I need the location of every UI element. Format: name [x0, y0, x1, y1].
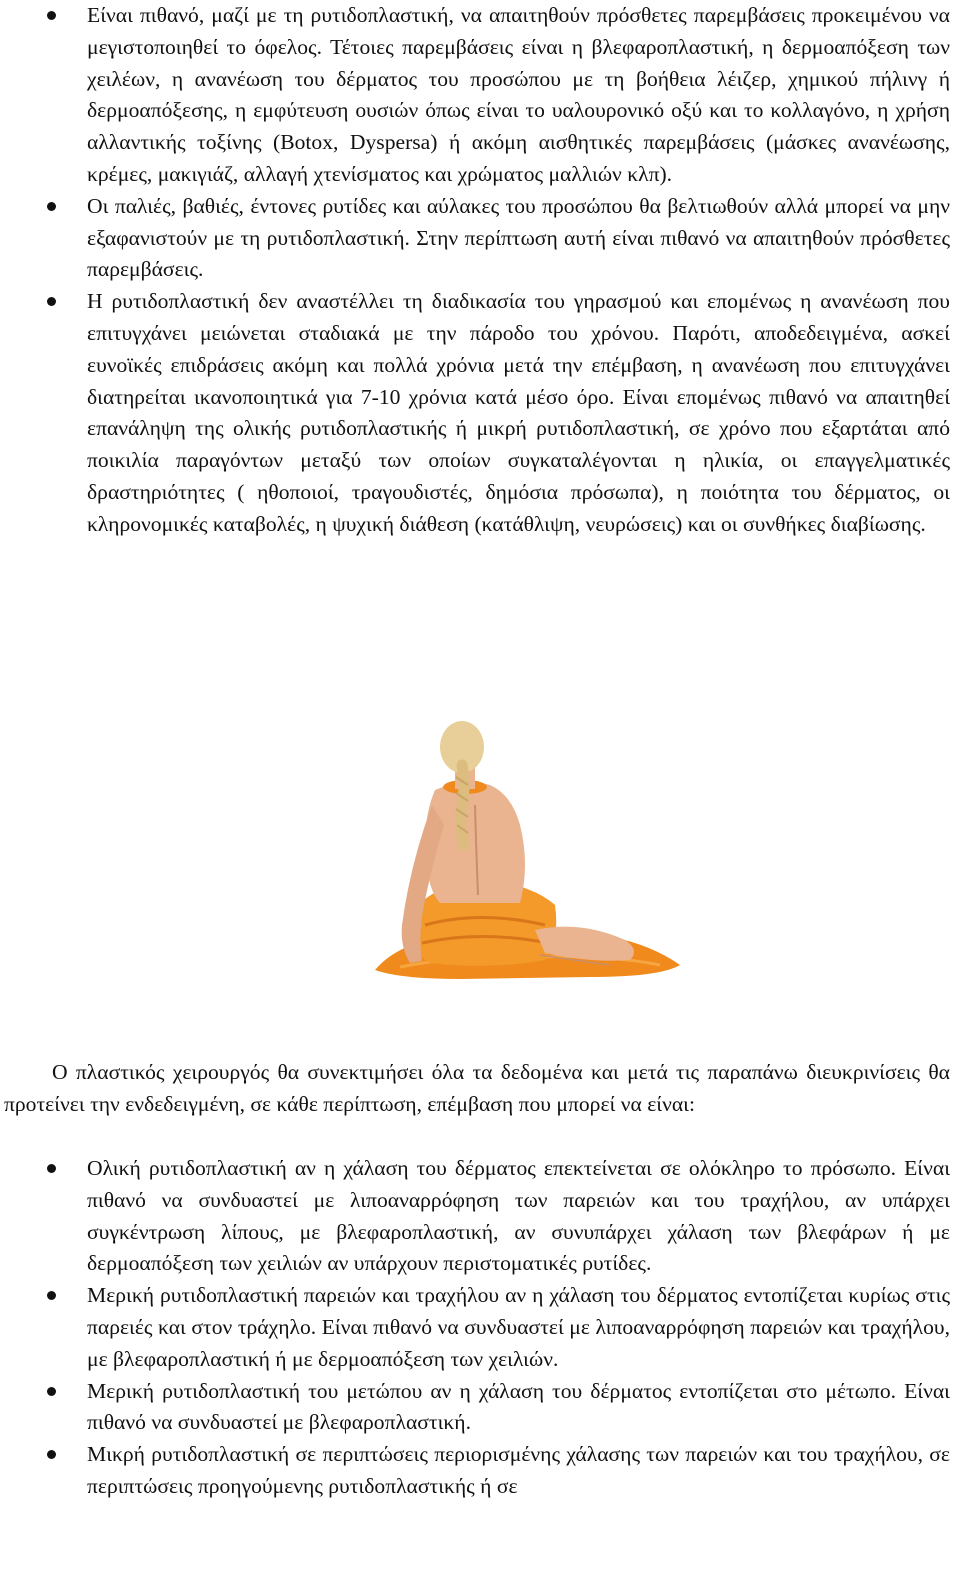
- list-item-text: Ολική ρυτιδοπλαστική αν η χάλαση του δέρματος επεκτείνεται σε ολόκληρο το πρόσωπο. Είναι πιθανό να συνδυαστεί με λιποαναρρόφηση των παρειών και του τραχήλου, αν υπάρχει συγκέντρωση λίπους, με βλεφαροπλαστική, αν συνυπάρχει χάλαση των βλεφάρων ή με δερμοαπόξεση των χειλιών αν υπάρχουν περιστοματικές ρυτίδες.: [87, 1156, 950, 1276]
- list-item-text: Μικρή ρυτιδοπλαστική σε περιπτώσεις περιορισμένης χάλασης των παρειών και του τραχήλου, σε περιπτώσεις προηγούμενης ρυτιδοπλαστικής ή σε: [87, 1442, 950, 1498]
- list-item-text: Είναι πιθανό, μαζί με τη ρυτιδοπλαστική, να απαιτηθούν πρόσθετες παρεμβάσεις προκειμένου να μεγιστοποιηθεί το όφελος. Τέτοιες παρεμβάσεις είναι η βλεφαροπλαστική, η δερμοαπόξεση των χειλέων, η ανανέωση του δέρματος του προσώπου με τη βοήθεια λέιζερ, χημικού πήλινγ ή δερμοαπόξεσης, η εμφύτευση ουσιών όπως είναι το υαλουρονικό οξύ και το κολλαγόνο, η χρήση αλλαντικής τοξίνης (Botox, Dyspersa) ή ακόμη αισθητικές παρεμβάσεις (μάσκες ανανέωσης, κρέμες, μακιγιάζ, αλλαγή χτενίσματος και χρώματος μαλλιών κλπ).: [87, 3, 950, 186]
- bullet-icon: [47, 1291, 56, 1300]
- list-item: [0, 1439, 960, 1503]
- list-item: [0, 191, 960, 286]
- list-item: [0, 1280, 960, 1375]
- list-item: [0, 1153, 960, 1280]
- bullet-icon: [47, 1164, 56, 1173]
- list-item-text: Μερική ρυτιδοπλαστική του μετώπου αν η χάλαση του δέρματος εντοπίζεται στο μέτωπο. Είναι πιθανό να συνδυαστεί με βλεφαροπλαστική.: [87, 1378, 950, 1435]
- bullet-icon: [47, 11, 56, 20]
- intro-paragraph: Ο πλαστικός χειρουργός θα συνεκτιμήσει όλα τα δεδομένα και μετά τις παραπάνω διευκρινίσεις θα προτείνει την ενδεδειγμένη, σε κάθε περίπτωση, επέμβαση που μπορεί να είναι:: [4, 1060, 950, 1116]
- bullet-icon: [47, 1450, 56, 1459]
- bullet-icon: [47, 202, 56, 211]
- list-item: [0, 286, 960, 540]
- bullet-icon: [47, 297, 56, 306]
- list-item: [0, 0, 960, 191]
- bullet-icon: [47, 1387, 56, 1396]
- list-item-text: Οι παλιές, βαθιές, έντονες ρυτίδες και αύλακες του προσώπου θα βελτιωθούν αλλά μπορεί να μην εξαφανιστούν με τη ρυτιδοπλαστική. Στην περίπτωση αυτή είναι πιθανό να απαιτηθούν πρόσθετες παρεμβάσεις.: [87, 193, 950, 282]
- bullet-list-top: [0, 0, 960, 541]
- woman-towel-illustration: [340, 715, 700, 1015]
- list-item-text: Μερική ρυτιδοπλαστική παρειών και τραχήλου αν η χάλαση του δέρματος εντοπίζεται κυρίως στις παρειές και στον τράχηλο. Είναι πιθανό να συνδυαστεί με λιποαναρρόφηση παρειών και τραχήλου, με βλεφαροπλαστική ή με δερμοαπόξεση των χειλιών.: [87, 1283, 950, 1371]
- list-item: [0, 1376, 960, 1440]
- list-item-text: Η ρυτιδοπλαστική δεν αναστέλλει τη διαδικασία του γηρασμού και επομένως η ανανέωση που επιτυγχάνει μειώνεται σταδιακά με την πάροδο του χρόνου. Παρότι, αποδεδειγμένα, ασκεί ευνοϊκές επιδράσεις ακόμη και πολλά χρόνια μετά την επέμβαση, η ανανέωση που επιτυγχάνει διατηρείται ικανοποιητικά για 7-10 χρόνια κατά μέσο όρο. Είναι επομένως πιθανό να απαιτηθεί επανάληψη της ολικής ρυτιδοπλαστικής ή μικρή ρυτιδοπλαστική, σε χρόνο που εξαρτάται από ποικιλία παραγόντων μεταξύ των οποίων συγκαταλέγονται η ηλικία, οι επαγγελματικές δραστηριότητες ( ηθοποιοί, τραγουδιστές, δημόσια πρόσωπα), η ποιότητα του δέρματος, οι κληρονομικές καταβολές, η ψυχική διάθεση (κατάθλιψη, νευρώσεις) και οι συνθήκες διαβίωσης.: [87, 289, 950, 536]
- bullet-list-bottom: [0, 1153, 960, 1503]
